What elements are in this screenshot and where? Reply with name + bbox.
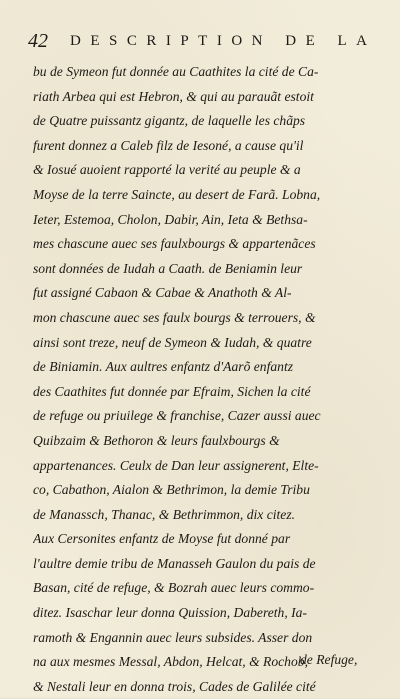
text-line: & Iosué auoient rapporté la verité au peuple & a xyxy=(33,162,301,178)
text-line: de Biniamin. Aux aultres enfantz d'Aarõ enfantz xyxy=(33,359,294,375)
text-line: riath Arbea qui est Hebron, & qui au parauãt estoit xyxy=(33,88,314,104)
text-line: Quibzaim & Bethoron & leurs faulxbourgs & xyxy=(33,432,280,448)
text-line: bu de Symeon fut donnée au Caathites la cité de Ca- xyxy=(33,64,319,79)
text-line: sont données de Iudah a Caath. de Beniamin leur xyxy=(33,260,303,276)
text-line: de Quatre puissantz gigantz, de laquelle les chãps xyxy=(33,113,306,129)
text-line: l'aultre demie tribu de Manasseh Gaulon du pais de xyxy=(33,555,316,571)
text-line: ditez. Isaschar leur donna Quission, Dabereth, Ia- xyxy=(33,605,307,621)
text-line: ainsi sont treze, neuf de Symeon & Iudah, & quatre xyxy=(33,334,312,350)
text-line: ramoth & Engannin auec leurs subsides. Asser don xyxy=(33,629,313,645)
text-line: des Caathites fut donnée par Efraim, Sichen la cité xyxy=(33,383,311,399)
text-line: Moyse de la terre Saincte, au desert de Farã. Lobna, xyxy=(33,186,321,202)
catchword: de Refuge, xyxy=(300,652,358,667)
page-number: 42 xyxy=(28,30,48,52)
text-line: & Nestali leur en donna trois, Cades de Galilée cité xyxy=(33,678,316,694)
text-line: de Manassch, Thanac, & Bethrimmon, dix citez. xyxy=(33,506,296,522)
body-text xyxy=(33,60,387,699)
text-line: de refuge ou priuilege & franchise, Cazer aussi auec xyxy=(33,408,321,424)
text-line: mes chascune auec ses faulxbourgs & appartenãces xyxy=(33,236,316,252)
text-line: Basan, cité de refuge, & Bozrah auec leurs commo- xyxy=(33,580,315,596)
text-line: fut assigné Cabaon & Cabae & Anathoth & Al- xyxy=(33,285,292,301)
text-line: Aux Cersonites enfantz de Moyse fut donné par xyxy=(33,531,291,547)
running-title: DESCRIPTION DE LA xyxy=(70,33,377,49)
text-line: na aux mesmes Messal, Abdon, Helcat, & Rochob, xyxy=(33,654,308,670)
text-line: mon chascune auec ses faulx bourgs & terrouers, & xyxy=(33,309,316,325)
text-line: appartenances. Ceulx de Dan leur assignerent, Elte- xyxy=(33,457,319,473)
text-line: co, Cabathon, Aialon & Bethrimon, la demie Tribu xyxy=(33,482,310,498)
text-line: furent donnez a Caleb filz de Iesoné, a cause qu'il xyxy=(33,137,304,153)
text-line: Ieter, Estemoa, Cholon, Dabir, Ain, Ieta & Bethsa- xyxy=(33,211,308,227)
running-head xyxy=(28,28,378,54)
